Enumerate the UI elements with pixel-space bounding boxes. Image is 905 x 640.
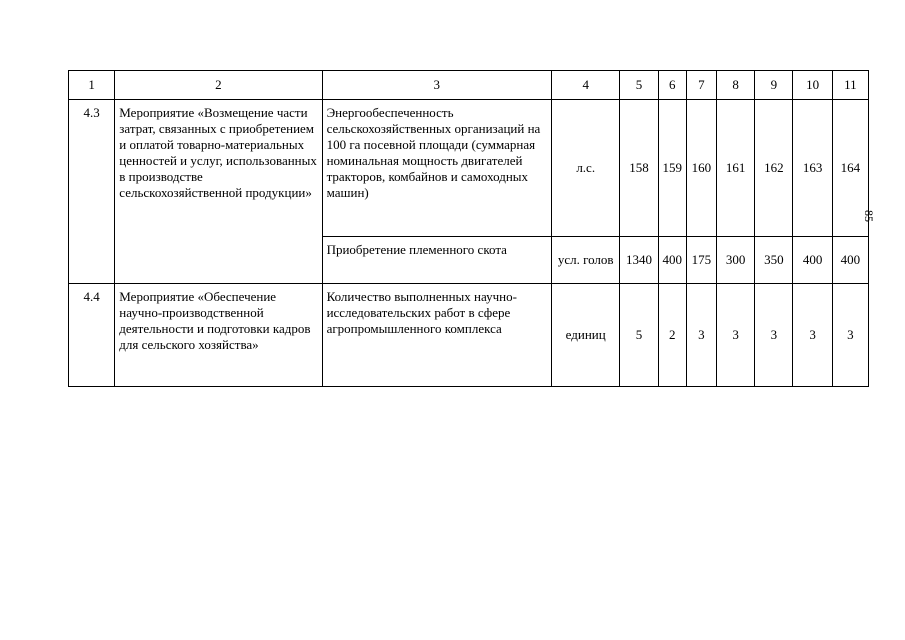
header-cell: 7: [686, 71, 716, 100]
value-cell: 160: [686, 100, 716, 237]
header-cell: 6: [658, 71, 686, 100]
row-number: 4.3: [69, 100, 115, 284]
value-cell: 3: [717, 284, 755, 387]
value-cell: 5: [620, 284, 658, 387]
header-cell: 2: [115, 71, 322, 100]
value-cell: 400: [793, 237, 832, 284]
header-cell: 1: [69, 71, 115, 100]
indicator-name: Количество выполненных научно-исследовательских работ в сфере агропромышленного комплекса: [322, 284, 551, 387]
indicator-name: Приобретение племенного скота: [322, 237, 551, 284]
indicators-table: [68, 70, 869, 387]
value-cell: 400: [832, 237, 868, 284]
value-cell: 3: [755, 284, 793, 387]
value-cell: 175: [686, 237, 716, 284]
value-cell: 164: [832, 100, 868, 237]
indicator-unit: единиц: [551, 284, 619, 387]
value-cell: 400: [658, 237, 686, 284]
header-cell: 9: [755, 71, 793, 100]
page-number: 85: [862, 210, 876, 222]
value-cell: 1340: [620, 237, 658, 284]
table-header-row: [69, 71, 869, 100]
value-cell: 161: [717, 100, 755, 237]
value-cell: 3: [686, 284, 716, 387]
value-cell: 2: [658, 284, 686, 387]
value-cell: 350: [755, 237, 793, 284]
value-cell: 159: [658, 100, 686, 237]
measure-name: Мероприятие «Возмещение части затрат, связанных с приобретением и оплатой товарно-материальных ценностей и услуг, использованных в производстве сельскохозяйственной продукции»: [115, 100, 322, 284]
header-cell: 8: [717, 71, 755, 100]
value-cell: 300: [717, 237, 755, 284]
header-cell: 5: [620, 71, 658, 100]
value-cell: 162: [755, 100, 793, 237]
indicator-unit: усл. голов: [551, 237, 619, 284]
indicator-name: Энергообеспеченность сельскохозяйственных организаций на 100 га посевной площади (суммарная номинальная мощность двигателей тракторов, комбайнов и самоходных машин): [322, 100, 551, 237]
header-cell: 4: [551, 71, 619, 100]
table-row: [69, 284, 869, 387]
value-cell: 163: [793, 100, 832, 237]
header-cell: 11: [832, 71, 868, 100]
row-number: 4.4: [69, 284, 115, 387]
table-row: [69, 100, 869, 237]
header-cell: 3: [322, 71, 551, 100]
value-cell: 158: [620, 100, 658, 237]
header-cell: 10: [793, 71, 832, 100]
measure-name: Мероприятие «Обеспечение научно-производственной деятельности и подготовки кадров для сельского хозяйства»: [115, 284, 322, 387]
indicator-unit: л.с.: [551, 100, 619, 237]
value-cell: 3: [793, 284, 832, 387]
value-cell: 3: [832, 284, 868, 387]
